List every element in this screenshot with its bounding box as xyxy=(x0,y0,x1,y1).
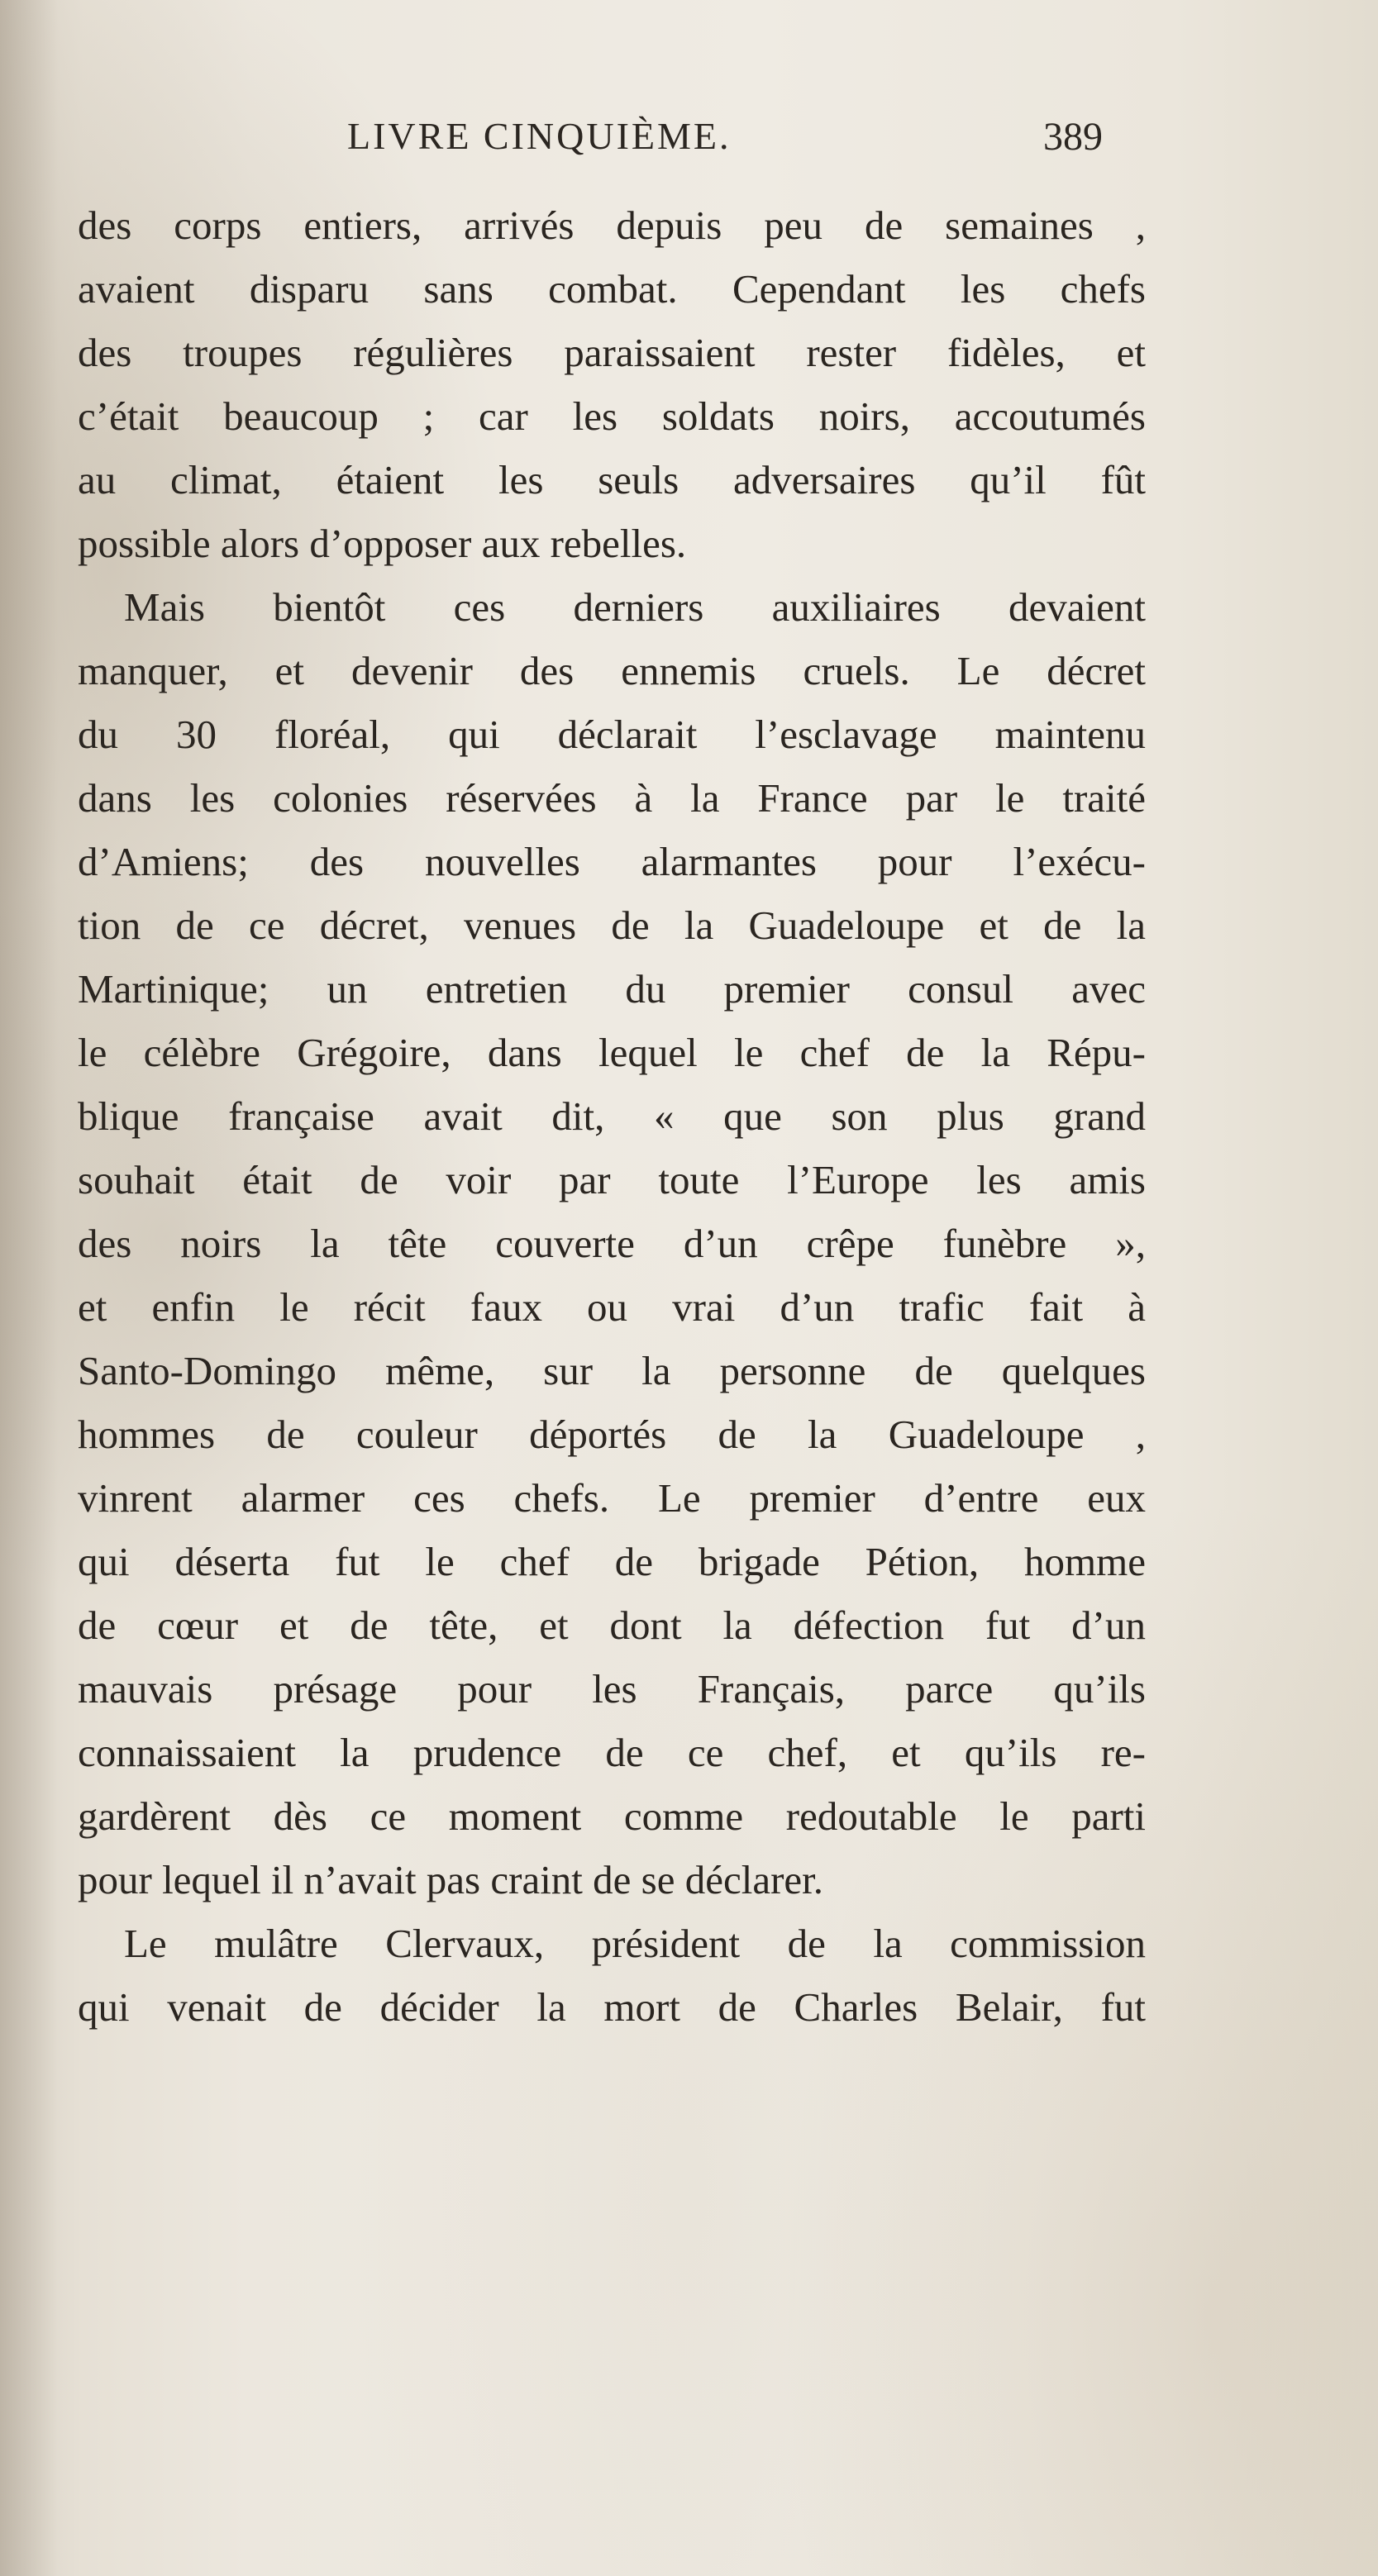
binding-shadow xyxy=(0,0,58,2576)
text-line: souhait était de voir par toute l’Europe les amis xyxy=(78,1157,1146,1202)
text-line: du 30 floréal, qui déclarait l’esclavage maintenu xyxy=(78,712,1146,757)
text-line: hommes de couleur déportés de la Guadeloupe , xyxy=(78,1412,1146,1457)
text-line: qui déserta fut le chef de brigade Pétion, homme xyxy=(78,1539,1146,1584)
text-line: et enfin le récit faux ou vrai d’un trafic fait à xyxy=(78,1284,1146,1330)
text-line: manquer, et devenir des ennemis cruels. Le décret xyxy=(78,648,1146,693)
text-line: Mais bientôt ces derniers auxiliaires devaient xyxy=(124,584,1146,630)
text-line: c’était beaucoup ; car les soldats noirs, accoutumés xyxy=(78,393,1146,439)
text-line: des troupes régulières paraissaient rester fidèles, et xyxy=(78,330,1146,375)
text-line: Le mulâtre Clervaux, président de la commission xyxy=(124,1921,1146,1966)
text-line: dans les colonies réservées à la France par le traité xyxy=(78,775,1146,821)
text-line: Santo-Domingo même, sur la personne de quelques xyxy=(78,1348,1146,1393)
text-line: qui venait de décider la mort de Charles Belair, fut xyxy=(78,1984,1146,2030)
text-line: d’Amiens; des nouvelles alarmantes pour l’exécu- xyxy=(78,839,1146,884)
text-line: avaient disparu sans combat. Cependant les chefs xyxy=(78,266,1146,312)
text-line: de cœur et de tête, et dont la défection fut d’un xyxy=(78,1602,1146,1648)
text-line: des noirs la tête couverte d’un crêpe funèbre », xyxy=(78,1221,1146,1266)
running-title: LIVRE CINQUIÈME. xyxy=(347,115,732,157)
paragraph xyxy=(78,1912,1146,2039)
text-line: le célèbre Grégoire, dans lequel le chef de la Répu- xyxy=(78,1030,1146,1075)
text-line: blique française avait dit, « que son plus grand xyxy=(78,1093,1146,1139)
text-line: vinrent alarmer ces chefs. Le premier d’entre eux xyxy=(78,1475,1146,1521)
text-line: tion de ce décret, venues de la Guadeloupe et de la xyxy=(78,902,1146,948)
text-line: mauvais présage pour les Français, parce qu’ils xyxy=(78,1666,1146,1712)
text-line: Martinique; un entretien du premier consul avec xyxy=(78,966,1146,1012)
body-text xyxy=(78,193,1146,2039)
text-line: des corps entiers, arrivés depuis peu de semaines , xyxy=(78,202,1146,248)
text-line: possible alors d’opposer aux rebelles. xyxy=(78,521,687,566)
paragraph xyxy=(78,193,1146,575)
text-line: au climat, étaient les seuls adversaires qu’il fût xyxy=(78,457,1146,502)
text-line: connaissaient la prudence de ce chef, et qu’ils re- xyxy=(78,1730,1146,1775)
running-head xyxy=(0,114,1378,172)
page-number: 389 xyxy=(1043,115,1103,159)
paragraph xyxy=(78,575,1146,1912)
text-line: pour lequel il n’avait pas craint de se déclarer. xyxy=(78,1857,824,1902)
text-line: gardèrent dès ce moment comme redoutable le parti xyxy=(78,1793,1146,1839)
